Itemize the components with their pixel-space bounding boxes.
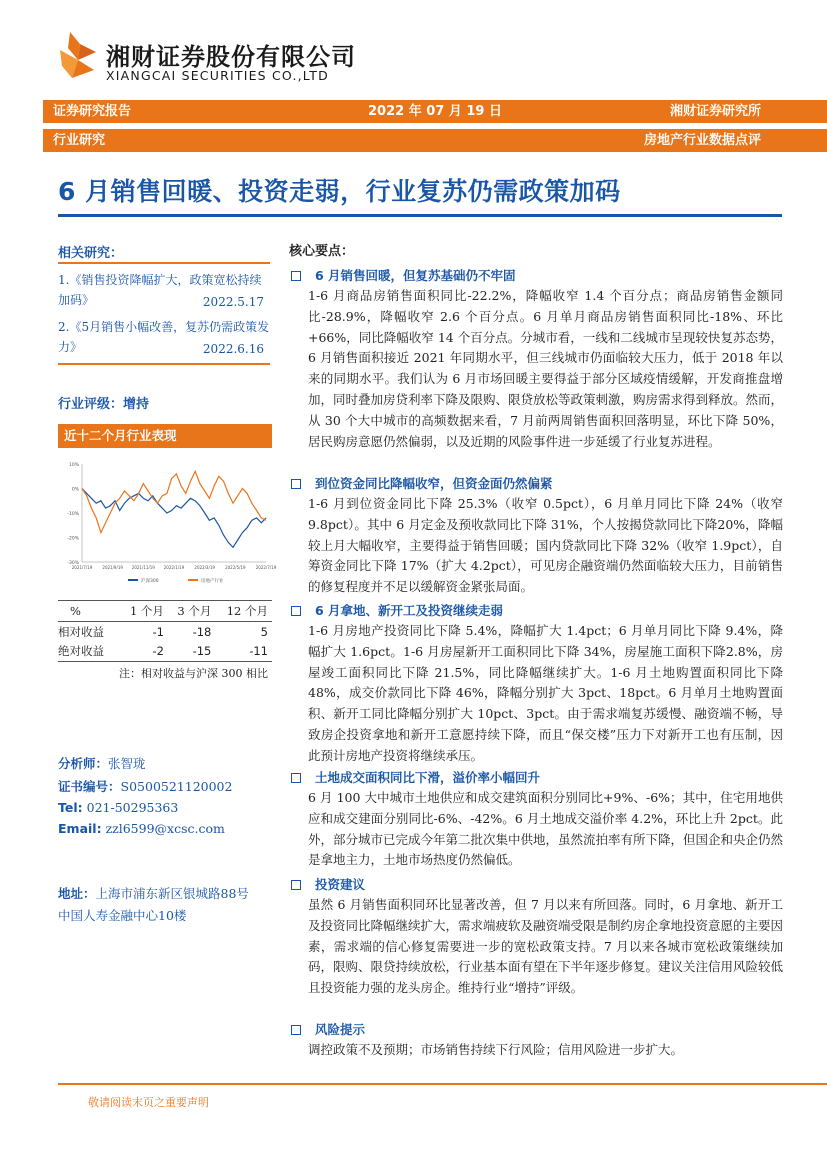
section-text: 6 月 100 大中城市土地供应和成交建筑面积分别同比+9%、-6%；其中，住宅用地供应和成交建面分别同比-6%、-42%。6 月土地成交溢价率 4.2%，环比上升 2pct。此外，部分城市已完成今年第二批次集中供地，虽然流拍率有所下降，但国企和央企仍然是拿地主力，土地市场热度仍然偏低。 <box>308 790 784 868</box>
related-research-title: 2.《5月销售小幅改善，复苏仍需政策发力》 <box>58 320 270 354</box>
section-sales <box>289 266 786 452</box>
address-line-1 <box>58 884 249 902</box>
page-title: 6 月销售回暖、投资走弱，行业复苏仍需政策加码 <box>58 177 621 206</box>
legend-label: 房地产行业 <box>201 579 224 584</box>
section-risk <box>289 1020 786 1061</box>
related-research-date: 2022.6.16 <box>202 342 264 356</box>
table-header-row <box>58 601 272 622</box>
table-header: 3 个月 <box>168 601 215 622</box>
industry-rating: 行业评级：增持 <box>58 397 150 412</box>
header-band-top <box>43 100 827 123</box>
header-band-bottom <box>43 129 827 152</box>
x-tick-label: 2021/7/19 <box>71 565 93 570</box>
table-cell: -18 <box>192 624 212 639</box>
section-heading <box>289 474 786 494</box>
checkbox-bullet-icon <box>291 773 301 783</box>
related-research-heading: 相关研究： <box>58 246 124 261</box>
related-research-title: 1.《销售投资降幅扩大，政策宽松持续加码》 <box>58 273 262 307</box>
company-name-en: XIANGCAI SECURITIES CO.,LTD <box>106 68 329 83</box>
analyst-info <box>58 754 146 772</box>
y-tick-label: 10% <box>68 463 79 468</box>
section-funds <box>289 474 786 598</box>
section-text: 1-6 月商品房销售面积同比-22.2%，降幅收窄 1.4 个百分点；商品房销售金额同比-28.9%，降幅收窄 2.6 个百分点。6 月单月商品房销售面积同比-18%、环比+66%，同比降幅收窄 14 个百分点。分城市看，一线和二线城市呈现较快复苏态势，6 月销售面积接近 2021 年同期水平，但三线城市仍面临较大压力，低于 2018 年以来的同期水平。我们认为 6 月市场回暖主要得益于部分区域疫情缓解，开发商推盘增加，同时叠加房贷利率下降及限购、限贷放松等政策刺激，购房需求得到释放。然而，从 30 个大中城市的高频数据来看，7 月前两周销售面积回落明显，环比下降 50%，居民购房意愿仍然偏弱，以及近期的风险事件进一步延缓了行业复苏进程。 <box>308 288 784 449</box>
section-land <box>289 768 786 871</box>
section-title: 土地成交面积同比下滑，溢价率小幅回升 <box>315 770 541 785</box>
core-points-heading: 核心要点： <box>289 244 355 259</box>
performance-table <box>58 600 272 662</box>
related-research-date: 2022.5.17 <box>202 295 264 309</box>
email-label: Email: <box>58 821 102 836</box>
section-heading <box>289 768 786 788</box>
table-row <box>58 622 272 642</box>
section-investment <box>289 601 786 767</box>
report-category: 行业研究 <box>53 133 106 148</box>
certificate-number: S0500521120002 <box>120 779 233 794</box>
performance-chart <box>58 454 277 600</box>
section-title: 6 月销售回暖，但复苏基础仍不牢固 <box>315 268 516 283</box>
certificate-label: 证书编号： <box>58 779 121 794</box>
company-logo-icon <box>58 30 98 82</box>
y-tick-label: -30% <box>67 561 79 566</box>
y-tick-label: -10% <box>67 512 79 517</box>
section-heading <box>289 1020 786 1040</box>
series-line <box>82 489 266 548</box>
table-cell: -11 <box>215 642 272 662</box>
analyst-name: 张智珑 <box>108 756 146 771</box>
table-note: 注：相对收益与沪深 300 相比 <box>119 667 268 680</box>
title-divider <box>58 214 782 217</box>
checkbox-bullet-icon <box>291 1025 301 1035</box>
y-tick-label: -20% <box>67 536 79 542</box>
y-tick-label: 0% <box>71 487 79 493</box>
report-subtype: 房地产行业数据点评 <box>643 133 761 148</box>
section-advice <box>289 875 786 999</box>
x-tick-label: 2022/5/19 <box>225 565 246 570</box>
x-tick-label: 2021/11/19 <box>131 565 155 570</box>
company-name-cn: 湘财证券股份有限公司 <box>106 43 356 71</box>
tel-info <box>58 800 178 815</box>
section-title: 投资建议 <box>315 877 366 892</box>
address-label: 地址： <box>58 886 96 901</box>
table-cell: 相对收益 <box>58 624 104 639</box>
table-header: % <box>58 601 120 622</box>
divider <box>58 363 270 365</box>
performance-heading: 近十二个月行业表现 <box>58 424 272 448</box>
related-research-link[interactable] <box>58 270 272 312</box>
section-text: 1-6 月房地产投资同比下降 5.4%，降幅扩大 1.4pct；6 月单月同比下降 9.4%，降幅扩大 1.6pct。1-6 月房屋新开工面积同比下降 34%，房屋施工面积下降2.8%，房屋竣工面积同比下降 21.5%，同比降幅继续扩大。1-6 月土地购置面积同比下降 48%，成交价款同比下降 46%，降幅分别扩大 3pct、18pct。6 月单月土地购置面积、新开工同比降幅分别扩大 10pct、3pct。由于需求端复苏缓慢、融资端不畅，导致房企投资拿地和新开工意愿持续下降，而且“保交楼”压力下对新开工也有压制，因此预计房地产投资将继续承压。 <box>308 623 783 763</box>
section-heading <box>289 601 786 621</box>
section-heading <box>289 875 786 895</box>
x-tick-label: 2021/9/19 <box>102 565 123 570</box>
checkbox-bullet-icon <box>291 271 301 281</box>
divider <box>58 262 270 264</box>
x-tick-label: 2022/3/19 <box>194 565 215 570</box>
section-text: 虽然 6 月销售面积同环比显著改善，但 7 月以来有所回落。同时，6 月拿地、新开工及投资同比降幅继续扩大，需求端疲软及融资端受限是制约房企拿地投资意愿的主要因素，需求端的信心修复需要进一步的宽松政策支持。7 月以来各城市宽松政策继续加码，限购、限贷持续放松，行业基本面有望在下半年逐步修复。建议关注信用风险较低且投资能力强的龙头房企。维持行业“增持”评级。 <box>308 897 784 996</box>
address-line-2: 中国人寿金融中心10楼 <box>58 908 187 923</box>
section-title: 风险提示 <box>315 1022 366 1037</box>
analyst-label: 分析师： <box>58 756 109 771</box>
section-heading <box>289 266 786 286</box>
table-header: 12 个月 <box>215 601 272 622</box>
certificate-info <box>58 777 232 795</box>
report-type: 证券研究报告 <box>53 104 132 119</box>
checkbox-bullet-icon <box>291 880 301 890</box>
email-info <box>58 821 225 836</box>
footer-divider <box>58 1083 827 1085</box>
table-header: 1 个月 <box>120 601 167 622</box>
series-line <box>82 471 266 532</box>
tel-number: 021-50295363 <box>86 800 179 815</box>
address-text: 上海市浦东新区银城路88号 <box>95 886 249 901</box>
table-row <box>58 642 272 662</box>
footer-disclaimer-note: 敬请阅读末页之重要声明 <box>88 1096 209 1109</box>
checkbox-bullet-icon <box>291 606 301 616</box>
table-cell: -1 <box>152 624 164 639</box>
x-tick-label: 2022/7/19 <box>255 565 277 570</box>
email-link[interactable]: zzl6599@xcsc.com <box>105 821 225 836</box>
table-cell: 绝对收益 <box>58 642 120 662</box>
report-date: 2022 年 07 月 19 日 <box>368 104 502 119</box>
section-text: 1-6 月到位资金同比下降 25.3%（收窄 0.5pct），6 月单月同比下降 24%（收窄 9.8pct）。其中 6 月定金及预收款同比下降 31%，个人按揭贷款同比下降20%，降幅较上月大幅收窄，主要得益于销售回暖；国内贷款同比下降 32%（收窄 1.9pct），自筹资金同比下降 17%（扩大 4.2pct），可见房企融资端仍然面临较大压力，目前销售的修复程度并不足以缓解资金紧张局面。 <box>308 496 783 595</box>
institute-name: 湘财证券研究所 <box>669 104 761 119</box>
section-title: 6 月拿地、新开工及投资继续走弱 <box>315 603 504 618</box>
related-research-link[interactable] <box>58 317 272 359</box>
legend-label: 沪深300 <box>141 579 159 584</box>
x-tick-label: 2022/1/19 <box>163 565 185 570</box>
checkbox-bullet-icon <box>291 479 301 489</box>
tel-label: Tel: <box>58 800 83 815</box>
section-text: 调控政策不及预期；市场销售持续下行风险；信用风险进一步扩大。 <box>308 1042 684 1057</box>
table-cell: 5 <box>260 624 268 639</box>
section-title: 到位资金同比降幅收窄，但资金面仍然偏紧 <box>315 476 553 491</box>
table-cell: -2 <box>120 642 167 662</box>
table-cell: -15 <box>168 642 215 662</box>
